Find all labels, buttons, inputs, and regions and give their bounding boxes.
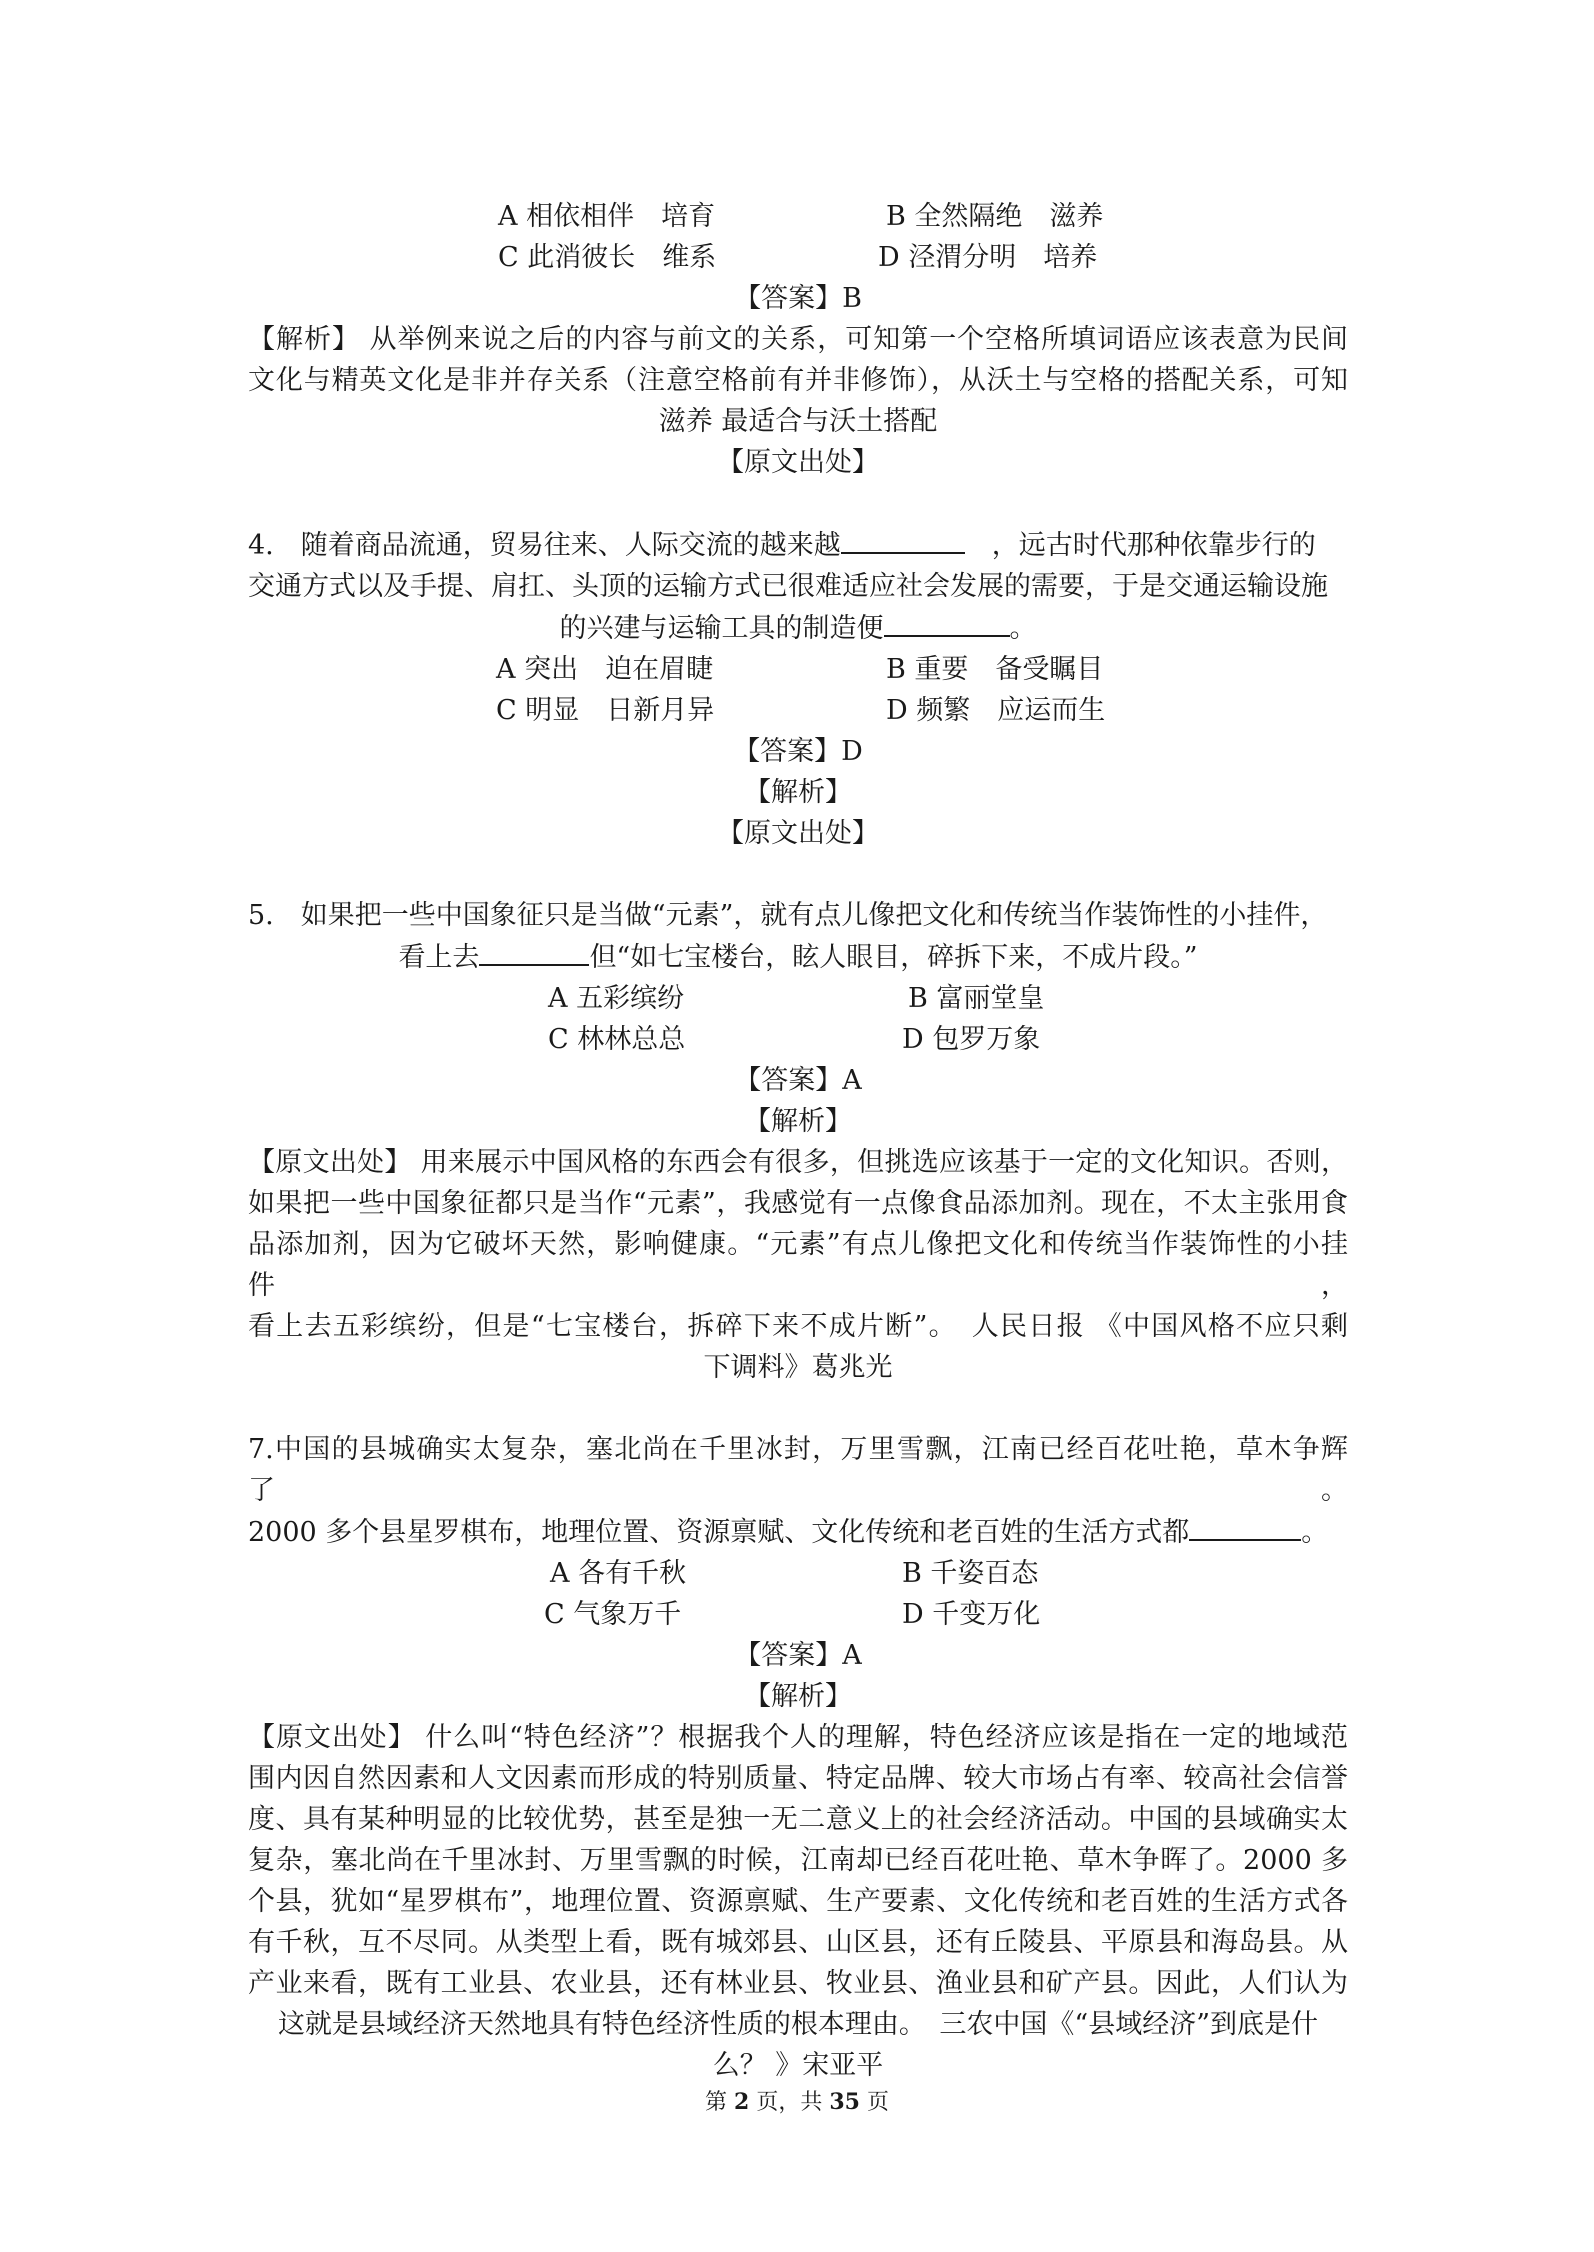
q7-stem-text-2: 。 bbox=[1301, 1517, 1329, 1548]
q5-option-b: B 富丽堂皇 bbox=[908, 983, 1045, 1014]
q7-source-line-8: 这就是县域经济天然地具有特色经济性质的根本理由。 三农中国《“县域经济”到底是什 bbox=[277, 2009, 1319, 2040]
q7-answer: 【答案】A bbox=[734, 1640, 862, 1671]
q7-options-row-1 bbox=[248, 1553, 1348, 1594]
q3-analysis-line-2: 文化与精英文化是非并存关系（注意空格前有并非修饰），从沃土与空格的搭配关系，可知 bbox=[248, 365, 1348, 396]
q4-option-b: B 重要 备受瞩目 bbox=[886, 654, 1104, 685]
q4-stem-line-3 bbox=[248, 607, 1348, 649]
q4-options-row-2 bbox=[248, 690, 1348, 731]
q7-option-a: A 各有千秋 bbox=[550, 1558, 687, 1589]
q4-stem-text-2: ，远古时代那种依靠步行的 bbox=[964, 530, 1316, 561]
q4-option-d: D 频繁 应运而生 bbox=[886, 695, 1106, 726]
q7-blank bbox=[1189, 1511, 1301, 1541]
q7-stem-line-1: 7.中国的县城确实太复杂，塞北尚在千里冰封，万里雪飘，江南已经百花吐艳，草木争辉了。 bbox=[248, 1434, 1348, 1506]
q3-option-a: A 相依相伴 培育 bbox=[498, 201, 716, 232]
q5-analysis: 【解析】 bbox=[744, 1106, 852, 1137]
footer-prefix: 第 bbox=[705, 2090, 735, 2115]
q3-source: 【原文出处】 bbox=[717, 447, 879, 478]
q3-option-c: C 此消彼长 维系 bbox=[498, 242, 717, 273]
footer-suffix: 页 bbox=[859, 2090, 889, 2115]
q5-answer: 【答案】A bbox=[734, 1065, 862, 1096]
q5-source-line-2: 如果把一些中国象征都只是当作“元素”，我感觉有一点像食品添加剂。现在，不太主张用食 bbox=[248, 1188, 1348, 1219]
q3-options-row-1 bbox=[248, 196, 1348, 237]
q4-stem-line-1 bbox=[248, 524, 1348, 566]
q5-source-line-3: 品添加剂，因为它破坏天然，影响健康。“元素”有点儿像把文化和传统当作装饰性的小挂件， bbox=[248, 1229, 1348, 1301]
q4-source: 【原文出处】 bbox=[717, 818, 879, 849]
q7-source-line-2: 围内因自然因素和人文因素而形成的特别质量、特定品牌、较大市场占有率、较高社会信誉 bbox=[248, 1763, 1348, 1794]
q3-analysis-line-3: 滋养 最适合与沃土搭配 bbox=[658, 406, 938, 437]
q4-stem-text-4: 。 bbox=[1009, 613, 1037, 644]
q7-option-d: D 千变万化 bbox=[902, 1599, 1041, 1630]
q4-option-a: A 突出 迫在眉睫 bbox=[496, 654, 714, 685]
q4-options-row-1 bbox=[248, 649, 1348, 690]
q7-source-line-4: 复杂，塞北尚在千里冰封、万里雪飘的时候，江南却已经百花吐艳、草木争晖了。2000 多 bbox=[248, 1845, 1348, 1876]
q5-stem-text-2: 但“如七宝楼台，眩人眼目，碎拆下来，不成片段。” bbox=[589, 942, 1198, 973]
q7-option-b: B 千姿百态 bbox=[902, 1558, 1039, 1589]
q7-option-c: C 气象万千 bbox=[544, 1599, 682, 1630]
document-content bbox=[248, 196, 1348, 2086]
q4-answer: 【答案】D bbox=[733, 736, 863, 767]
q5-blank bbox=[479, 936, 589, 966]
q3-analysis-line-1: 【解析】 从举例来说之后的内容与前文的关系，可知第一个空格所填词语应该表意为民间 bbox=[248, 324, 1348, 355]
q7-stem-line-2 bbox=[248, 1511, 1348, 1553]
q7-source-line-5: 个县，犹如“星罗棋布”，地理位置、资源禀赋、生产要素、文化传统和老百姓的生活方式各 bbox=[248, 1886, 1348, 1917]
q5-source-line-5: 下调料》葛兆光 bbox=[703, 1352, 893, 1383]
q4-stem-text-3: 的兴建与运输工具的制造便 bbox=[559, 613, 884, 644]
page-total: 35 bbox=[829, 2089, 860, 2115]
q3-option-b: B 全然隔绝 滋养 bbox=[886, 201, 1104, 232]
q5-option-a: A 五彩缤纷 bbox=[548, 983, 685, 1014]
footer-middle: 页，共 bbox=[749, 2090, 830, 2115]
q7-source-line-6: 有千秋，互不尽同。从类型上看，既有城郊县、山区县，还有丘陵县、平原县和海岛县。从 bbox=[248, 1927, 1348, 1958]
q7-analysis: 【解析】 bbox=[744, 1681, 852, 1712]
q3-answer: 【答案】B bbox=[734, 283, 862, 314]
q7-source-line-3: 度、具有某种明显的比较优势，甚至是独一无二意义上的社会经济活动。中国的县域确实太 bbox=[248, 1804, 1348, 1835]
q7-options-row-2 bbox=[248, 1594, 1348, 1635]
q7-stem-text: 2000 多个县星罗棋布，地理位置、资源禀赋、文化传统和老百姓的生活方式都 bbox=[248, 1517, 1190, 1548]
q4-blank-2 bbox=[884, 607, 1010, 637]
q5-option-c: C 林林总总 bbox=[548, 1024, 686, 1055]
q7-source-line-1: 【原文出处】 什么叫“特色经济”？根据我个人的理解，特色经济应该是指在一定的地域范 bbox=[248, 1722, 1348, 1753]
q4-stem-text: 4. 随着商品流通，贸易往来、人际交流的越来越 bbox=[248, 530, 841, 561]
q5-options-row-1 bbox=[248, 978, 1348, 1019]
q4-option-c: C 明显 日新月异 bbox=[496, 695, 715, 726]
page-number: 2 bbox=[734, 2089, 750, 2115]
q7-source-line-9: 么？ 》宋亚平 bbox=[712, 2050, 884, 2081]
q7-source-line-7: 产业来看，既有工业县、农业县，还有林业县、牧业县、渔业县和矿产县。因此，人们认为 bbox=[248, 1968, 1348, 1999]
q4-stem-line-2: 交通方式以及手提、肩扛、头顶的运输方式已很难适应社会发展的需要，于是交通运输设施 bbox=[248, 571, 1328, 602]
q5-source-line-4: 看上去五彩缤纷，但是“七宝楼台，拆碎下来不成片断”。 人民日报 《中国风格不应只剩 bbox=[248, 1311, 1348, 1342]
q5-stem-text: 看上去 bbox=[398, 942, 480, 973]
q4-analysis: 【解析】 bbox=[744, 777, 852, 808]
q5-stem-line-2 bbox=[248, 936, 1348, 978]
q5-option-d: D 包罗万象 bbox=[902, 1024, 1041, 1055]
q5-options-row-2 bbox=[248, 1019, 1348, 1060]
q3-option-d: D 泾渭分明 培养 bbox=[878, 242, 1098, 273]
q5-source-line-1: 【原文出处】 用来展示中国风格的东西会有很多，但挑选应该基于一定的文化知识。否则， bbox=[248, 1147, 1348, 1178]
q4-blank-1 bbox=[841, 524, 965, 554]
q3-options-row-2 bbox=[248, 237, 1348, 278]
q5-stem-line-1: 5. 如果把一些中国象征只是当做“元素”，就有点儿像把文化和传统当作装饰性的小挂件， bbox=[248, 900, 1328, 931]
page-footer bbox=[0, 2087, 1594, 2118]
